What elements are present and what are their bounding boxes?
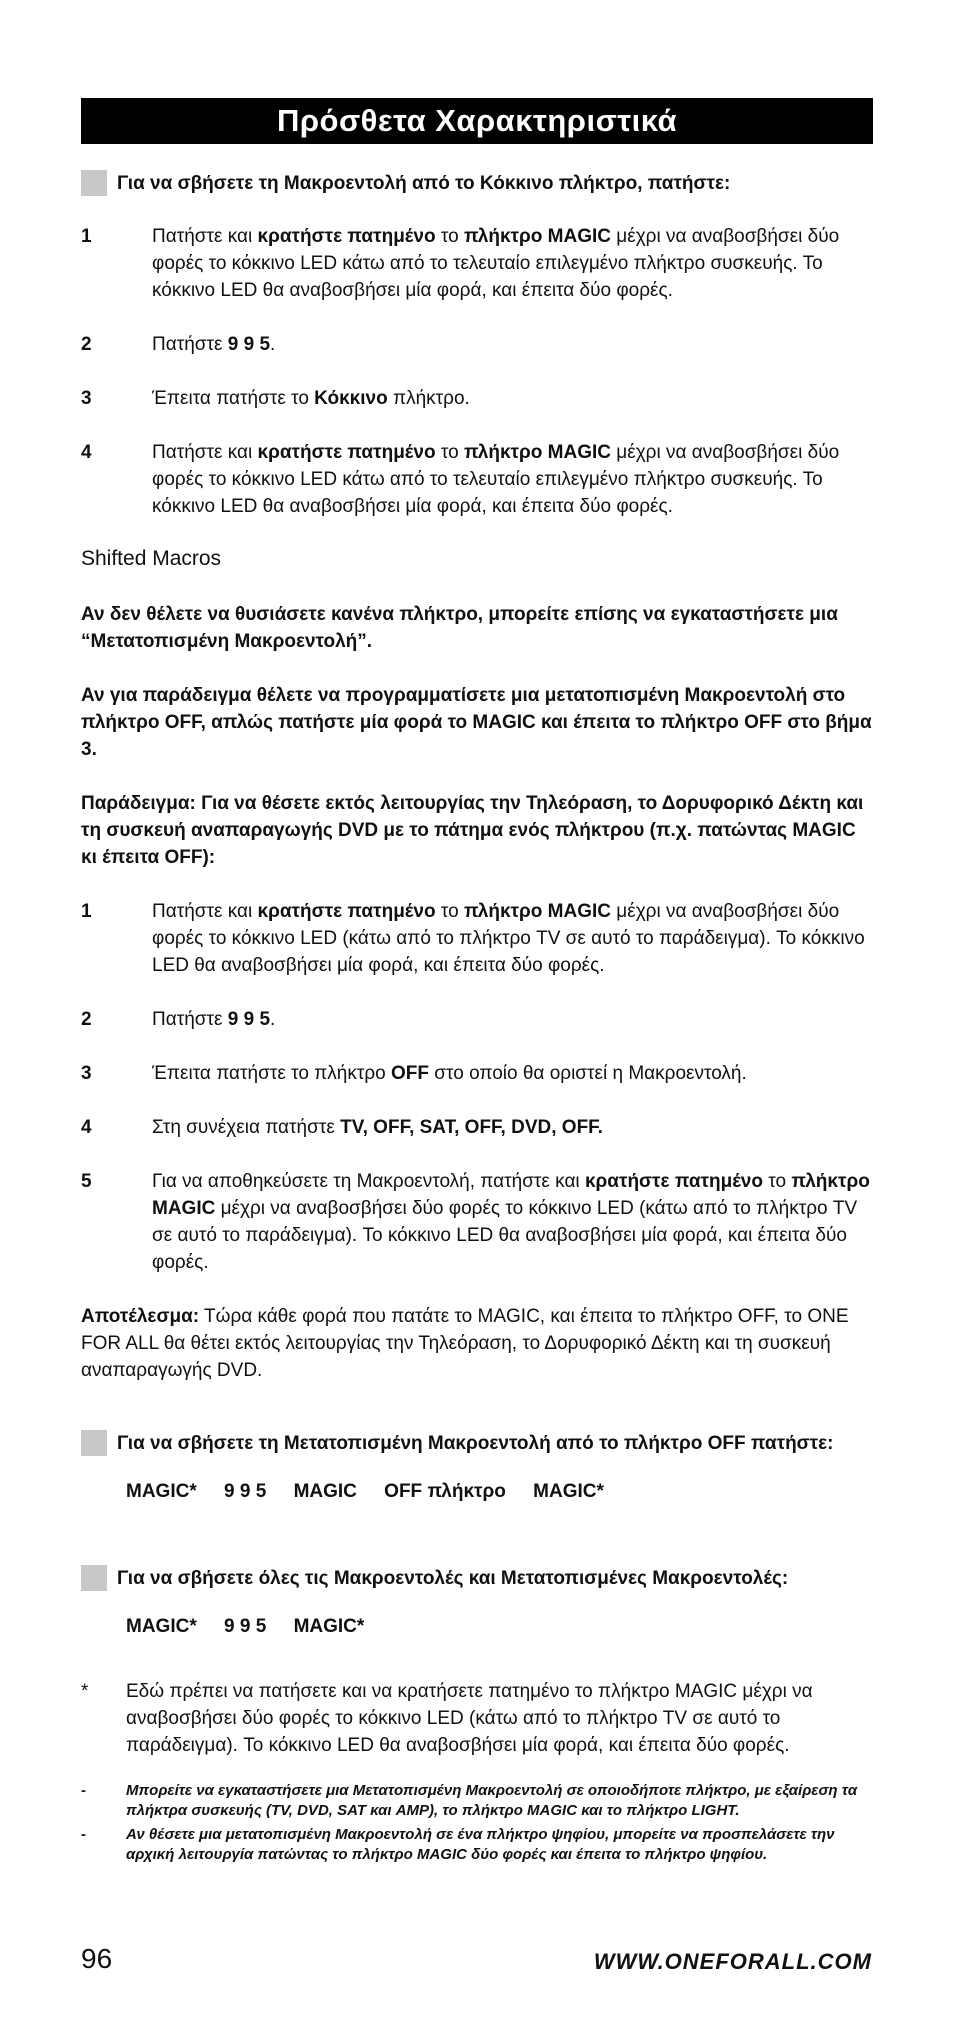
- step-text: Για να αποθηκεύσετε τη Μακροεντολή, πατήστε και κρατήστε πατημένο το πλήκτρο MAGIC μέχρι να αναβοσβήσει δύο φορές το κόκκινο LED (κάτω από το πλήκτρο TV σε αυτό το παράδειγμα). Το κόκκινο LED θα αναβοσβήσει μία φορά, και έπειτα δύο φορές.: [152, 1171, 870, 1273]
- step-number: 2: [81, 334, 92, 355]
- step-text: Πατήστε και κρατήστε πατημένο το πλήκτρο MAGIC μέχρι να αναβοσβήσει δύο φορές το κόκκινο LED κάτω από το τελευταίο επιλεγμένο πλήκτρο συσκευής. Το κόκκινο LED θα αναβοσβήσει μία φορά, και έπειτα δύο φορές.: [152, 442, 840, 517]
- steps-list: [81, 898, 873, 1276]
- step-item: [81, 223, 873, 304]
- note-text: Αν θέσετε μια μετατοπισμένη Μακροεντολή σε ένα πλήκτρο ψηφίου, μπορείτε να προσπελάσετε την αρχική λειτουργία πατώντας το πλήκτρο MAGIC δύο φορές και έπειτα το πλήκτρο ψηφίου.: [126, 1826, 835, 1863]
- section-heading-erase-shifted: [81, 1430, 873, 1457]
- step-item: [81, 331, 873, 358]
- step-text: Έπειτα πατήστε το πλήκτρο OFF στο οποίο θα οριστεί η Μακροεντολή.: [152, 1063, 747, 1084]
- step-item: [81, 1114, 873, 1141]
- note-item: [81, 1825, 873, 1865]
- key-label: MAGIC: [293, 1481, 357, 1502]
- step-text: Στη συνέχεια πατήστε TV, OFF, SAT, OFF, DVD, OFF.: [152, 1117, 603, 1138]
- key-label: MAGIC*: [126, 1481, 197, 1502]
- step-text: Πατήστε 9 9 5.: [152, 1009, 276, 1030]
- section-heading-text: Για να σβήσετε τη Μετατοπισμένη Μακροεντολή από το πλήκτρο OFF πατήστε:: [117, 1433, 834, 1454]
- step-number: 4: [81, 442, 92, 463]
- step-number: 1: [81, 226, 92, 247]
- step-number: 2: [81, 1009, 92, 1030]
- key-sequence: [126, 1481, 873, 1503]
- step-item: [81, 1060, 873, 1087]
- key-label: MAGIC*: [533, 1481, 604, 1502]
- step-text: Πατήστε και κρατήστε πατημένο το πλήκτρο MAGIC μέχρι να αναβοσβήσει δύο φορές το κόκκινο LED (κάτω από το πλήκτρο TV σε αυτό το παράδειγμα). Το κόκκινο LED θα αναβοσβήσει μία φορά, και έπειτα δύο φορές.: [152, 901, 865, 976]
- step-number: 1: [81, 901, 92, 922]
- step-item: [81, 898, 873, 979]
- subheading-shifted-macros: Shifted Macros: [81, 547, 222, 570]
- note-item: [81, 1781, 873, 1821]
- step-item: [81, 439, 873, 520]
- page-title: Πρόσθετα Χαρακτηριστικά: [81, 98, 873, 144]
- result-label: Αποτέλεσμα:: [81, 1306, 200, 1327]
- step-number: 4: [81, 1117, 92, 1138]
- note-dash: -: [81, 1826, 86, 1843]
- footnote-text: Εδώ πρέπει να πατήσετε και να κρατήσετε πατημένο το πλήκτρο MAGIC μέχρι να αναβοσβήσει δύο φορές το κόκκινο LED (κάτω από το πλήκτρο TV σε αυτό το παράδειγμα). Το κόκκινο LED θα αναβοσβήσει μία φορά, και έπειτα δύο φορές.: [126, 1681, 813, 1756]
- footnote-mark: *: [81, 1681, 89, 1702]
- footnote: [81, 1678, 873, 1759]
- paragraph: Αν δεν θέλετε να θυσιάσετε κανένα πλήκτρο, μπορείτε επίσης να εγκαταστήσετε μια “Μετατοπισμένη Μακροεντολή”.: [81, 604, 838, 652]
- paragraph: Παράδειγμα: Για να θέσετε εκτός λειτουργίας την Τηλεόραση, το Δορυφορικό Δέκτη και τη συσκευή αναπαραγωγής DVD με το πάτημα ενός πλήκτρου (π.χ. πατώντας MAGIC κι έπειτα OFF):: [81, 793, 864, 868]
- key-sequence: [126, 1616, 873, 1638]
- step-item: [81, 1006, 873, 1033]
- key-label: 9 9 5: [224, 1616, 267, 1637]
- step-text: Πατήστε και κρατήστε πατημένο το πλήκτρο MAGIC μέχρι να αναβοσβήσει δύο φορές το κόκκινο LED κάτω από το τελευταίο επιλεγμένο πλήκτρο συσκευής. Το κόκκινο LED θα αναβοσβήσει μία φορά, και έπειτα δύο φορές.: [152, 226, 840, 301]
- steps-list: [81, 223, 873, 520]
- step-text: Πατήστε 9 9 5.: [152, 334, 276, 355]
- manual-page: [81, 98, 873, 1869]
- step-number: 5: [81, 1171, 92, 1192]
- section-heading-text: Για να σβήσετε τη Μακροεντολή από το Κόκκινο πλήκτρο, πατήστε:: [117, 173, 731, 194]
- key-label: 9 9 5: [224, 1481, 267, 1502]
- key-label: MAGIC*: [293, 1616, 365, 1637]
- key-label: OFF πλήκτρο: [384, 1481, 506, 1502]
- step-number: 3: [81, 388, 92, 409]
- result-text: Τώρα κάθε φορά που πατάτε το MAGIC, και έπειτα το πλήκτρο OFF, το ONE FOR ALL θα θέτει εκτός λειτουργίας την Τηλεόραση, το Δορυφορικό Δέκτη και τη συσκευή αναπαραγωγής DVD.: [81, 1306, 849, 1381]
- square-bullet-icon: [81, 170, 107, 196]
- section-heading-text: Για να σβήσετε όλες τις Μακροεντολές και Μετατοπισμένες Μακροεντολές:: [117, 1568, 789, 1589]
- note-text: Μπορείτε να εγκαταστήσετε μια Μετατοπισμένη Μακροεντολή σε οποιοδήποτε πλήκτρο, με εξαίρεση τα πλήκτρα συσκευής (TV, DVD, SAT και AMP), το πλήκτρο MAGIC και το πλήκτρο LIGHT.: [126, 1782, 858, 1819]
- paragraph: Αν για παράδειγμα θέλετε να προγραμματίσετε μια μετατοπισμένη Μακροεντολή στο πλήκτρο OFF, απλώς πατήστε μία φορά το MAGIC και έπειτα το πλήκτρο OFF στο βήμα 3.: [81, 685, 872, 760]
- key-label: MAGIC*: [126, 1616, 197, 1637]
- page-number: 96: [81, 1943, 113, 1974]
- notes-list: [81, 1781, 873, 1865]
- step-text: Έπειτα πατήστε το Κόκκινο πλήκτρο.: [152, 388, 470, 409]
- square-bullet-icon: [81, 1565, 107, 1591]
- section-heading-erase-all: [81, 1565, 873, 1592]
- section-heading-erase-red: [81, 170, 873, 197]
- note-dash: -: [81, 1782, 86, 1799]
- step-item: [81, 1168, 873, 1276]
- step-item: [81, 385, 873, 412]
- website-link[interactable]: WWW.ONEFORALL.COM: [593, 1949, 872, 1974]
- square-bullet-icon: [81, 1430, 107, 1456]
- step-number: 3: [81, 1063, 92, 1084]
- result-paragraph: [81, 1303, 873, 1384]
